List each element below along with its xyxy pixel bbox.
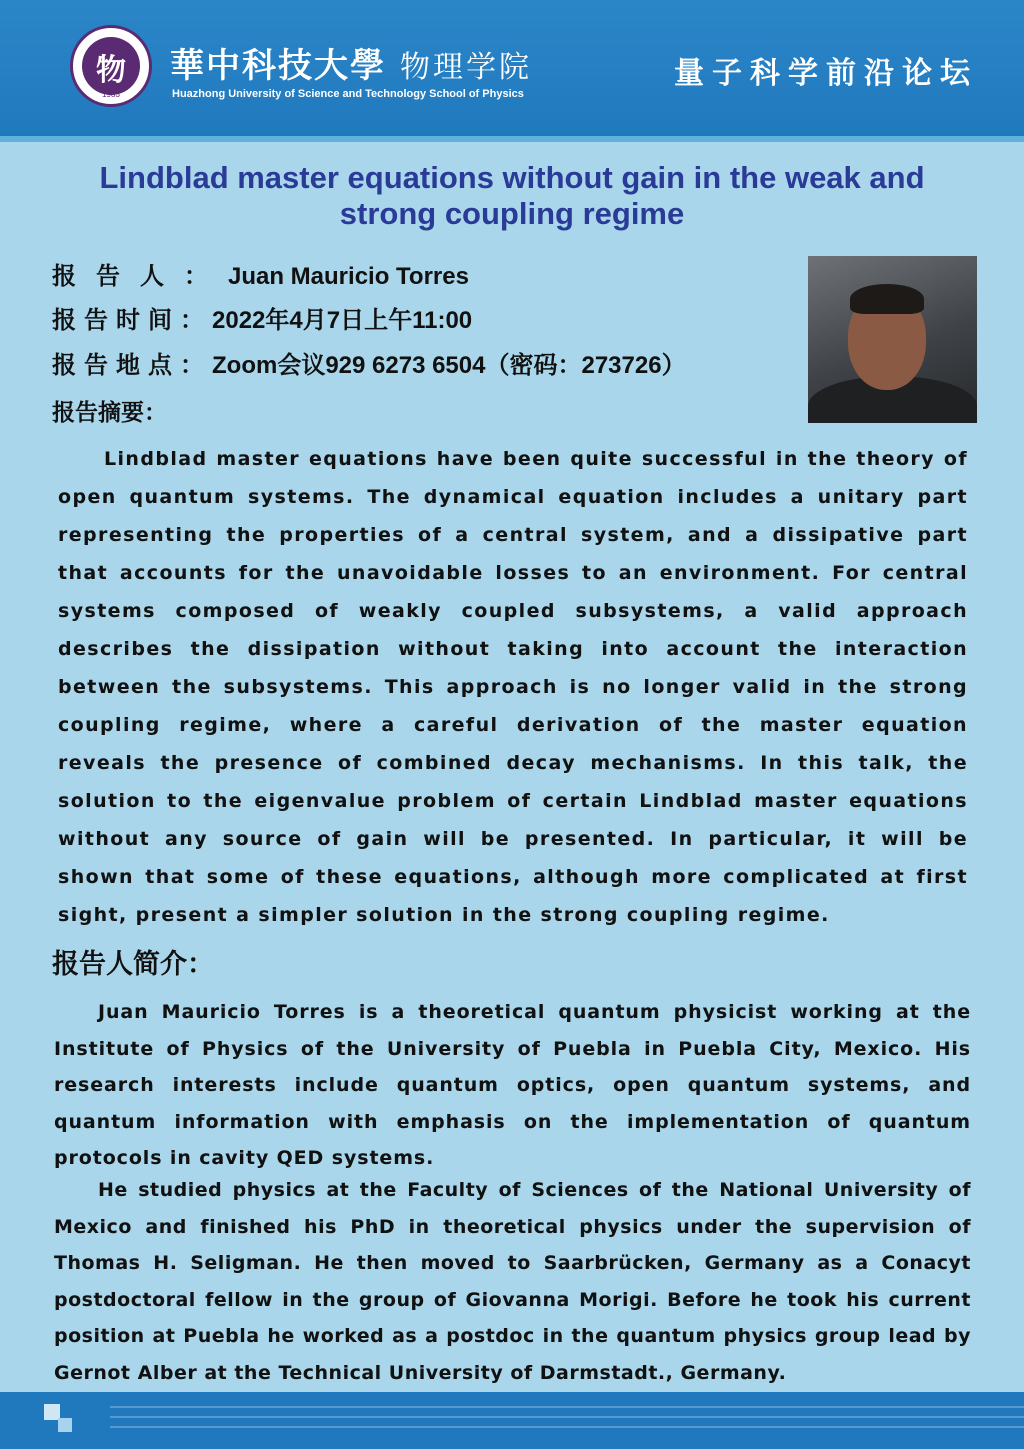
footer-banner — [0, 1392, 1024, 1449]
bio-paragraph-2: He studied physics at the Faculty of Sciences of the National University of Mexico and finished his PhD in theoretical physics under the supervision of Thomas H. Seligman. He then moved to Saarbrücken, Germany as a Conacyt postdoctoral fellow in the group of Giovanna Morigi. Before he took his current position at Puebla he worked as a postdoc in the quantum physics group lead by Gernot Alber at the Technical University of Darmstadt., Germany. — [54, 1179, 971, 1384]
bio-paragraph-1: Juan Mauricio Torres is a theoretical quantum physicist working at the Institute of Physics of the University of Puebla in Puebla City, Mexico. His research interests include quantum optics, open quantum systems, and quantum information with emphasis on the implementation of quantum protocols in cavity QED systems. — [54, 1001, 971, 1170]
logo-emblem-icon — [82, 37, 140, 95]
school-name-cn: 物理学院 — [400, 50, 532, 85]
footer-stripe — [110, 1416, 1024, 1418]
footer-stripe — [110, 1406, 1024, 1408]
logo-glyph: 物 — [96, 53, 126, 88]
time-label: 报告时间： — [52, 306, 212, 334]
logo-year: 1983 — [102, 90, 120, 99]
abstract-text: Lindblad master equations have been quite successful in the theory of open quantum systems. The dynamical equation includes a unitary part representing the properties of a central system, and a dissipative part that accounts for the unavoidable losses to an environment. For central systems composed of weakly coupled subsystems, a valid approach describes the dissipation without taking into account the interaction between the subsystems. This approach is no longer valid in the strong coupling regime, where a careful derivation of the master equation reveals the presence of combined decay mechanisms. In this talk, the solution to the eigenvalue problem of certain Lindblad master equations without any source of gain will be presented. In particular, it will be shown that some of these equations, although more complicated at first sight, present a simpler solution in the strong coupling regime. — [58, 448, 968, 926]
speaker-name: Juan Mauricio Torres — [228, 263, 469, 290]
photo-hair — [850, 284, 924, 314]
university-logo — [70, 25, 152, 107]
footer-stripe — [110, 1426, 1024, 1428]
speaker-line — [52, 256, 469, 291]
talk-place: Zoom会议929 6273 6504（密码：273726） — [212, 352, 686, 379]
speaker-label: 报告人： — [52, 262, 228, 290]
place-label: 报告地点： — [52, 351, 212, 379]
footer-square-icon — [58, 1418, 72, 1432]
talk-time: 2022年4月7日上午11:00 — [212, 307, 473, 334]
header-banner — [0, 0, 1024, 136]
university-name-cn — [170, 38, 532, 87]
header-divider — [0, 136, 1024, 142]
place-line — [52, 345, 686, 380]
bio-heading: 报告人简介： — [52, 949, 214, 980]
university-cn: 華中科技大學 — [170, 46, 386, 86]
abstract-heading: 报告摘要： — [52, 400, 167, 426]
speaker-photo — [808, 256, 977, 423]
university-name-en: Huazhong University of Science and Technology School of Physics — [172, 88, 524, 100]
talk-title: Lindblad master equations without gain in the weak and strong coupling regime — [99, 160, 925, 231]
forum-name: 量子科学前沿论坛 — [674, 56, 978, 91]
time-line — [52, 300, 472, 335]
